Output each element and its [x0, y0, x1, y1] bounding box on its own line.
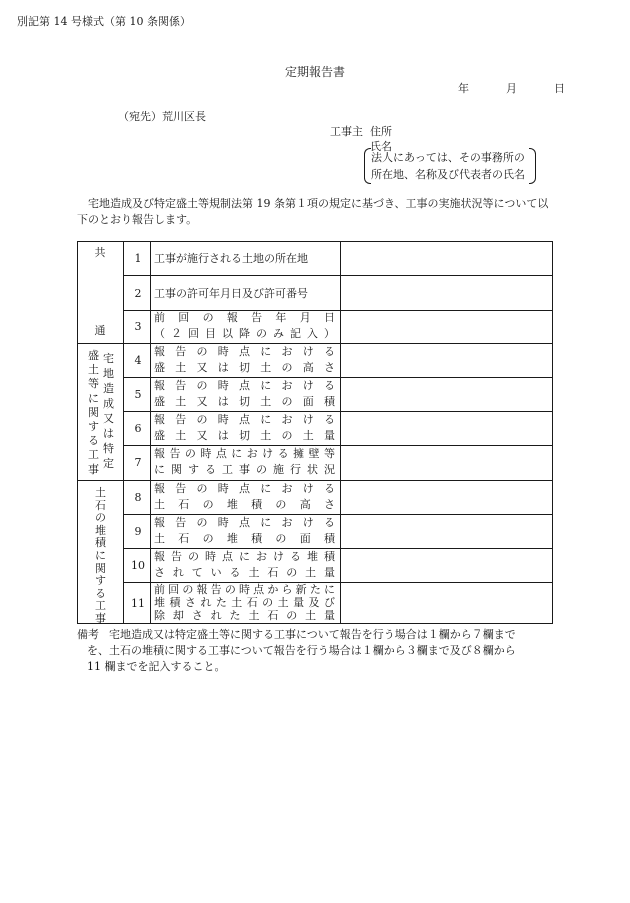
right-bracket	[529, 148, 536, 184]
date-day: 日	[554, 82, 565, 95]
row-item-line2: 盛土又は切土の高さ	[154, 361, 335, 374]
row-item-line1: 前回の報告の時点から新たに	[154, 583, 335, 596]
row-item-line2: 土石の堆積の高さ	[154, 498, 335, 511]
row-item: 工事の許可年月日及び許可番号	[154, 287, 308, 300]
row-item: 工事が施行される土地の所在地	[154, 252, 308, 265]
group-earthwork-col2: 宅地造成又は特定	[103, 352, 114, 470]
row-number: 6	[134, 422, 142, 435]
group-earthwork-col1: 盛土等に関する工事	[88, 349, 99, 476]
form-number-label: 別記第 14 号様式（第 10 条関係）	[17, 15, 191, 28]
remarks-line3: 11 欄までを記入すること。	[87, 660, 226, 673]
addressee: （宛先）荒川区長	[118, 110, 206, 123]
row-item-line2: 堆積された土石の土量及び	[154, 596, 335, 609]
corp-note-line1: 法人にあっては、その事務所の	[371, 151, 525, 164]
row-item-line1: 報告の時点における擁壁等	[154, 447, 335, 460]
row-number: 9	[134, 525, 142, 538]
remarks-line1: 宅地造成又は特定盛土等に関する工事について報告を行う場合は１欄から７欄まで	[109, 628, 516, 641]
address-label: 住所	[370, 125, 392, 138]
applicant-role: 工事主	[330, 125, 363, 138]
row-item-line2: に関する工事の施行状況	[154, 463, 335, 476]
remarks	[77, 627, 557, 675]
row-number: 8	[134, 491, 142, 504]
row-number: 3	[134, 320, 142, 333]
date-year: 年	[458, 82, 469, 95]
row-item-line1: 報告の時点における	[154, 516, 335, 529]
remarks-line2: を、土石の堆積に関する工事について報告を行う場合は１欄から３欄まで及び８欄から	[87, 644, 516, 657]
date-month: 月	[506, 82, 517, 95]
row-item-line1: 報告の時点における	[154, 413, 335, 426]
row-number: 1	[134, 252, 142, 265]
document-title: 定期報告書	[284, 65, 345, 79]
row-number: 11	[131, 597, 145, 610]
row-item-line1: 前 回 の 報 告 年 月 日	[154, 311, 335, 324]
row-item-line2: 盛土又は切土の面積	[154, 395, 335, 408]
row-number: 4	[134, 354, 142, 367]
row-number: 5	[134, 388, 142, 401]
group-common-top: 共	[94, 246, 106, 259]
row-item-line3: 除却された土石の土量	[154, 609, 335, 622]
row-item-line2: 盛土又は切土の土量	[154, 429, 335, 442]
row-item-line1: 報告の時点における	[154, 345, 335, 358]
intro-paragraph: 宅地造成及び特定盛土等規制法第 19 条第１項の規定に基づき、工事の実施状況等について以下のとおり報告します。	[77, 197, 549, 226]
date-line	[458, 80, 565, 96]
report-table	[77, 241, 553, 624]
row-item-line2: されている土石の土量	[154, 566, 335, 579]
row-item-line2: （２回目以降のみ記入）	[154, 327, 335, 340]
remarks-label: 備考	[77, 628, 99, 641]
row-item-line2: 土石の堆積の面積	[154, 532, 335, 545]
row-number: 10	[131, 559, 145, 572]
left-bracket	[364, 148, 371, 184]
corp-note-line2: 所在地、名称及び代表者の氏名	[371, 168, 525, 181]
name-label: 氏名	[370, 140, 392, 153]
row-item-line1: 報告の時点における	[154, 379, 335, 392]
corporation-note	[364, 147, 536, 185]
group-common-bottom: 通	[94, 324, 106, 337]
group-soil-stacking: 土石の堆積に関する工事	[95, 486, 106, 625]
row-number: 2	[134, 287, 142, 300]
row-item-line1: 報告の時点における堆積	[154, 550, 335, 563]
row-number: 7	[134, 456, 142, 469]
row-item-line1: 報告の時点における	[154, 482, 335, 495]
